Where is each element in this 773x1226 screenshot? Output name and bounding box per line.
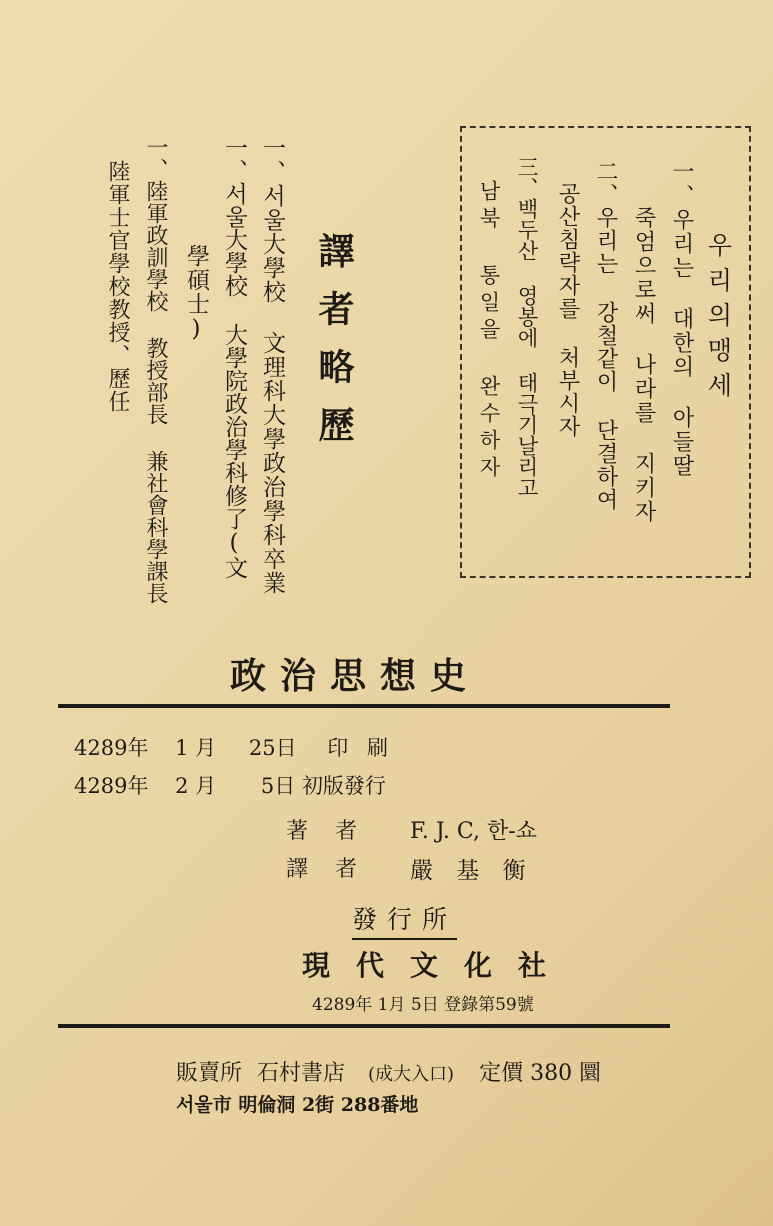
- author-label: 著 者: [286, 819, 367, 844]
- seller-row: [176, 1056, 601, 1087]
- registration: 4289年 1月 5日 登錄第59號: [312, 995, 534, 1015]
- translator-bio-item-2-line-2: 學碩士): [183, 244, 209, 343]
- address: 서울市 明倫洞 2街 288番地: [176, 1094, 419, 1116]
- publisher-name: 現代文化社: [302, 949, 573, 982]
- translator-bio-item-2-line-1: 一、서울大學校 大學院政治學科修了(文: [221, 136, 247, 579]
- price: 定價 380 圜: [479, 1061, 602, 1086]
- seller-note: (成大入口): [368, 1064, 455, 1085]
- print-year: 4289年: [74, 736, 149, 760]
- bottom-rule: [58, 1024, 670, 1028]
- publisher-heading: 發行所: [352, 900, 457, 940]
- seller-label: 販賣所: [176, 1061, 243, 1086]
- pledge-item-1-line-2: 죽엄으로써 나라를 지키자: [631, 206, 656, 524]
- author-name: F. J. C, 한-쇼: [410, 819, 537, 844]
- print-date-row: [74, 732, 394, 762]
- pledge-title: 우리의맹세: [704, 232, 733, 407]
- translator-label: 譯 者: [286, 857, 367, 882]
- translator-name: 嚴 基 衡: [410, 858, 534, 884]
- book-title: 政治思想史: [230, 655, 481, 697]
- translator-bio-item-3-line-2: 陸軍士官學校教授、歷任: [105, 160, 130, 413]
- pledge-item-2-line-2: 공산침략자를 처부시자: [555, 182, 580, 438]
- translator-bio-heading: 譯者略歷: [313, 232, 355, 464]
- publish-date-row: [74, 770, 386, 800]
- translator-bio-item-3-line-1: 一、陸軍政訓學校 教授部長 兼社會科學課長: [143, 136, 168, 604]
- pledge-item-3-line-1: 三、백두산 영봉에 태극기날리고: [515, 156, 539, 498]
- top-rule: [58, 704, 670, 708]
- publish-year: 4289年: [74, 774, 149, 798]
- seller-name: 石村書店: [257, 1061, 346, 1086]
- publish-label: 初版發行: [301, 774, 386, 798]
- pledge-item-2-line-1: 二、우리는 강철같이 단결하여: [593, 160, 618, 511]
- publish-day: 5日: [260, 774, 296, 798]
- publish-month: 2 月: [175, 774, 217, 798]
- print-label: 印 刷: [327, 736, 394, 760]
- print-day: 25日: [248, 736, 297, 760]
- pledge-item-3-line-2: 남북 통일을 완수하자: [477, 180, 501, 483]
- translator-bio-item-1: 一、서울大學校 文理科大學政治學科卒業: [259, 136, 285, 595]
- print-month: 1 月: [175, 736, 217, 760]
- pledge-item-1-line-1: 一、우리는 대한의 아들딸: [669, 160, 694, 478]
